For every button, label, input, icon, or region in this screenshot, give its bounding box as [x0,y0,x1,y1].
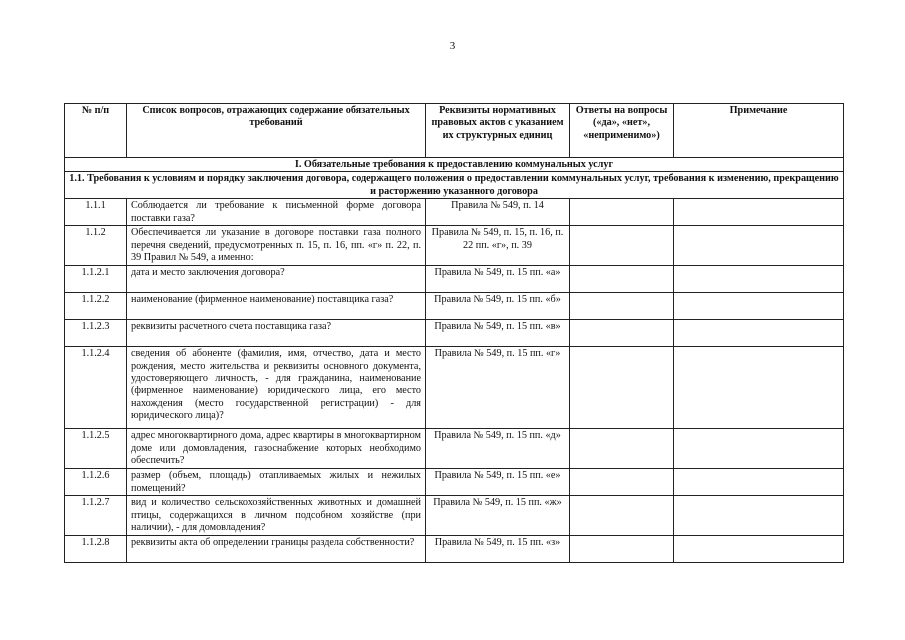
row-requisites: Правила № 549, п. 15 пп. «д» [426,429,570,469]
row-note [674,496,844,536]
header-questions: Список вопросов, отражающих содержание обязательных требований [127,104,426,158]
row-note [674,536,844,563]
row-question: вид и количество сельскохозяйственных животных и домашней птицы, содержащихся в личном подсобном хозяйстве (при наличии), - для домовладения? [127,496,426,536]
header-row [65,104,844,158]
subsection-title: 1.1. Требования к условиям и порядку заключения договора, содержащего положения о предоставлении коммунальных услуг, требования к изменению, прекращению и расторжению указанного договора [65,172,844,199]
header-note: Примечание [674,104,844,158]
row-requisites: Правила № 549, п. 15 пп. «ж» [426,496,570,536]
row-question: реквизиты акта об определении границы раздела собственности? [127,536,426,563]
row-answer [570,469,674,496]
row-answer [570,429,674,469]
row-question: сведения об абоненте (фамилия, имя, отчество, дата и место рождения, место жительства и реквизиты основного документа, удостоверяющего личность, - для гражданина, наименование (фирменное наименование) юридического лица, его место нахождения (место государственной регистрации) - для юридического лица)? [127,347,426,429]
row-answer [570,347,674,429]
row-note [674,226,844,266]
row-note [674,320,844,347]
row-number: 1.1.2.6 [65,469,127,496]
row-number: 1.1.2.8 [65,536,127,563]
row-requisites: Правила № 549, п. 15 пп. «г» [426,347,570,429]
row-requisites: Правила № 549, п. 15 пп. «а» [426,266,570,293]
row-question: Соблюдается ли требование к письменной форме договора поставки газа? [127,199,426,226]
row-requisites: Правила № 549, п. 15 пп. «е» [426,469,570,496]
row-requisites: Правила № 549, п. 15 пп. «в» [426,320,570,347]
row-requisites: Правила № 549, п. 15 пп. «б» [426,293,570,320]
row-number: 1.1.1 [65,199,127,226]
row-number: 1.1.2 [65,226,127,266]
row-answer [570,320,674,347]
row-number: 1.1.2.5 [65,429,127,469]
row-number: 1.1.2.3 [65,320,127,347]
row-answer [570,266,674,293]
row-question: наименование (фирменное наименование) поставщика газа? [127,293,426,320]
table-row [65,496,844,536]
table-row [65,469,844,496]
page-number: 3 [449,40,456,52]
row-note [674,347,844,429]
row-question: дата и место заключения договора? [127,266,426,293]
table-row [65,347,844,429]
header-num: № п/п [65,104,127,158]
row-note [674,429,844,469]
row-question: размер (объем, площадь) отапливаемых жилых и нежилых помещений? [127,469,426,496]
table-row [65,199,844,226]
table-row [65,429,844,469]
row-requisites: Правила № 549, п. 15, п. 16, п. 22 пп. «г», п. 39 [426,226,570,266]
header-requisites: Реквизиты нормативных правовых актов с указанием их структурных единиц [426,104,570,158]
row-note [674,199,844,226]
row-requisites: Правила № 549, п. 15 пп. «з» [426,536,570,563]
row-number: 1.1.2.2 [65,293,127,320]
table-row [65,320,844,347]
row-note [674,293,844,320]
row-note [674,266,844,293]
row-answer [570,199,674,226]
row-question: реквизиты расчетного счета поставщика газа? [127,320,426,347]
table-row [65,536,844,563]
row-question: Обеспечивается ли указание в договоре поставки газа полного перечня сведений, предусмотренных п. 15, п. 16, пп. «г» п. 22, п. 39 Правил № 549, а именно: [127,226,426,266]
row-number: 1.1.2.1 [65,266,127,293]
row-answer [570,536,674,563]
table-row [65,266,844,293]
section-title: I. Обязательные требования к предоставлению коммунальных услуг [65,158,844,172]
table-row [65,293,844,320]
row-answer [570,293,674,320]
row-answer [570,226,674,266]
row-answer [570,496,674,536]
checklist-table [64,103,844,563]
row-number: 1.1.2.7 [65,496,127,536]
section-row [65,158,844,172]
header-answers: Ответы на вопросы («да», «нет», «неприменимо») [570,104,674,158]
row-number: 1.1.2.4 [65,347,127,429]
row-note [674,469,844,496]
subsection-row [65,172,844,199]
row-requisites: Правила № 549, п. 14 [426,199,570,226]
table-row [65,226,844,266]
row-question: адрес многоквартирного дома, адрес квартиры в многоквартирном доме или домовладения, газоснабжение которых необходимо обеспечить? [127,429,426,469]
